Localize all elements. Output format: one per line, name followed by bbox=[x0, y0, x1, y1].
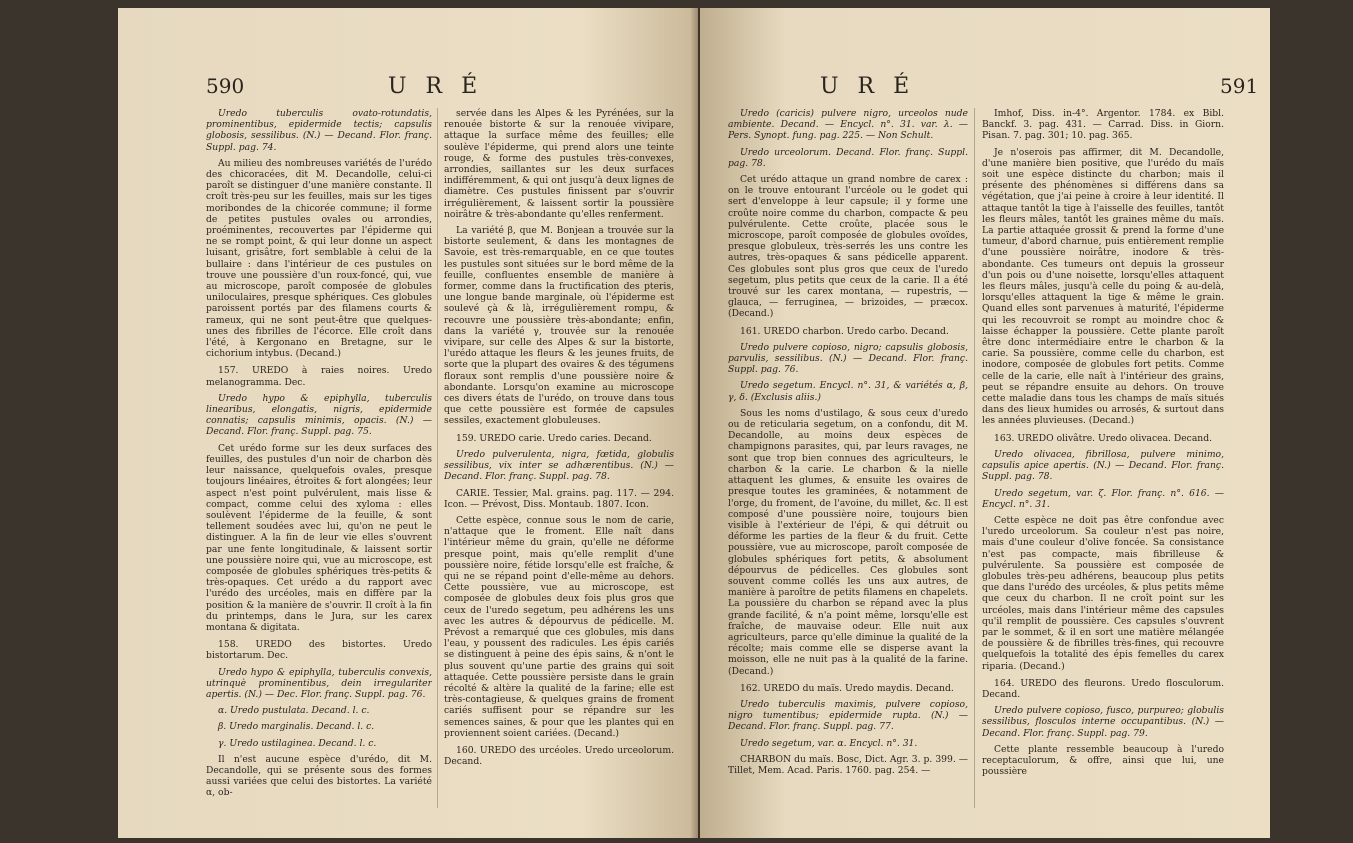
right-column-2 bbox=[982, 108, 1224, 818]
page-number-right: 591 bbox=[1220, 74, 1259, 98]
paragraph: α. Uredo pustulata. Decand. l. c. bbox=[218, 705, 370, 717]
column-rule-right bbox=[974, 108, 975, 808]
paragraph: Uredo olivacea, fibrillosa, pulvere minimo, capsulis apice apertis. (N.) — Decand. Flor. franç. Suppl. pag. 78. bbox=[982, 448, 1224, 483]
paragraph: Uredo pulvere copioso, nigro; capsulis globosis, parvulis, sessilibus. (N.) — Decand. Flor. franç. Suppl. pag. 76. bbox=[728, 341, 968, 376]
paragraph: Uredo tuberculis maximis, pulvere copioso, nigro tumentibus; epidermide rupta. (N.) — Decand. Flor. franç. Suppl. pag. 77. bbox=[728, 698, 968, 733]
paragraph: Imhof, Diss. in-4°. Argentor. 1784. ex Bibl. Banckf. 3. pag. 431. — Carrad. Diss. in Giorn. Pisan. 7. pag. 301; 10. pag. 365. bbox=[982, 108, 1224, 142]
paragraph: Uredo tuberculis ovato-rotundatis, prominentibus, epidermide tectis; capsulis globosis, sessilibus. (N.) — Decand. Flor. franç. Suppl. pag. 74. bbox=[206, 108, 432, 153]
paragraph: Uredo pulverulenta, nigra, fœtida, globulis sessilibus, vix inter se adhærentibus. (N.) — Decand. Flor. franç. Suppl. pag. 78. bbox=[444, 448, 674, 483]
paragraph: Cet urédo attaque un grand nombre de carex : on le trouve entourant l'urcéole ou le godet qui sert d'enveloppe à leur capsule; il y forme une croûte noire comme du charbon, compacte & peu pulvérulente. Cette croûte, placée sous le microscope, paroît composée de globules ovoïdes, presque globuleux, très-serrés les uns contre les autres, très-opaques & sans pédicelle apparent. Ces globules sont plus gros que ceux de l'uredo segetum, plus petits que ceux de la carie. Il a été trouvé sur les carex montana, — rupestris, — glauca, — ferruginea, — brizoides, — præcox. (Decand.) bbox=[728, 174, 968, 320]
paragraph: Uredo urceolorum. Decand. Flor. franç. Suppl. pag. 78. bbox=[728, 146, 968, 169]
paragraph: Uredo hypo & epiphylla, tuberculis linearibus, elongatis, nigris, epidermide connatis; capsulis minimis, opacis. (N.) — Decand. Flor. franç. Suppl. pag. 75. bbox=[206, 392, 432, 438]
page-number-left: 590 bbox=[206, 74, 245, 98]
paragraph: Cette espèce ne doit pas être confondue avec l'uredo urceolorum. Sa couleur n'est pas noire, mais d'une couleur d'olive foncée. Sa consistance n'est pas compacte, mais fibrilleuse & pulvérulente. Sa poussière est composée de globules très-peu adhérens, beaucoup plus petits que dans l'urédo des urcéoles, & plus petits même que ceux du charbon. Il ne croît point sur les urcéoles, mais dans l'intérieur même des capsules qu'il remplit de poussière. Ces capsules s'ouvrent par le sommet, & il en sort une matière mélangée de poussière & de fibrilles très-fines, qui recouvre quelquefois la totalité des épis femelles du carex riparia. (Decand.) bbox=[982, 514, 1224, 672]
paragraph: Uredo (caricis) pulvere nigro, urceolos nude ambiente. Decand. — Encycl. n°. 31. var. λ. — Pers. Synopt. fung. pag. 225. — Non Schult. bbox=[728, 108, 968, 142]
paragraph: β. Uredo marginalis. Decand. l. c. bbox=[218, 721, 375, 733]
paragraph: Uredo segetum. Encycl. n°. 31, & variétés α, β, γ, δ. (Exclusis aliis.) bbox=[728, 380, 968, 403]
entry-heading: 163. UREDO olivâtre. Uredo olivacea. Decand. bbox=[994, 432, 1213, 444]
paragraph: Il n'est aucune espèce d'urédo, dit M. Decandolle, qui se présente sous des formes aussi variées que celui des bistortes. La variété α, ob- bbox=[206, 753, 432, 799]
entry-heading: 162. UREDO du maïs. Uredo maydis. Decand. bbox=[740, 682, 954, 694]
left-page bbox=[118, 8, 698, 838]
paragraph: La variété β, que M. Bonjean a trouvée sur la bistorte seulement, & dans les montagnes de Savoie, est très-remarquable, en ce que toutes les pustules sont situées sur le bord même de la feuille, confluentes ensemble de manière à former, comme dans la fructification des pteris, une longue bande marginale, où l'épiderme est soulevé çà & là, irrégulièrement rompu, & recouvre une poussière très-abondante; enfin, dans la variété γ, trouvée sur la renouée vivipare, sur celle des Alpes & sur la bistorte, l'urédo attaque les fleurs & les jeunes fruits, de sorte que la plupart des ovaires & des tégumens floraux sont remplis d'une poussière noire & abondante. Lorsqu'on examine au microscope ces divers états de l'urédo, on trouve dans tous que cette poussière est formée de capsules sessiles, exactement globuleuses. bbox=[444, 225, 674, 427]
entry-heading: 161. UREDO charbon. Uredo carbo. Decand. bbox=[740, 325, 949, 337]
left-column-1 bbox=[206, 108, 432, 818]
right-column-1 bbox=[728, 108, 968, 818]
column-rule-left bbox=[437, 108, 438, 808]
entry-heading: 164. UREDO des fleurons. Uredo flosculorum. Decand. bbox=[982, 677, 1224, 700]
left-column-2 bbox=[444, 108, 674, 818]
paragraph: Au milieu des nombreuses variétés de l'urédo des chicoracées, dit M. Decandolle, celui-ci paroît se distinguer d'une manière constante. Il croît très-peu sur les feuilles, mais sur les tiges moribondes de la chicorée commune; il forme de petites pustules ovales ou arrondies, proéminentes, recouvertes par l'épiderme qui ne se rompt point, & qui leur donne un aspect luisant, grisâtre, fort semblable à celui de la bullaire : dans l'intérieur de ces pustules on trouve une poussière d'un roux-foncé, qui, vue au microscope, paroît composée de globules uniloculaires, presque sphériques. Ces globules paroissent portés par des filamens courts & rameux, qui ne sont peut-être que quelques-unes des fibrilles de l'écorce. Elle croît dans l'été, à Kergonano en Bretagne, sur le cichorium intybus. (Decand.) bbox=[206, 157, 432, 360]
paragraph: Uredo hypo & epiphylla, tuberculis convexis, utrinquè prominentibus, dein irregulariter apertis. (N.) — Dec. Flor. franç. Suppl. pag. 76. bbox=[206, 666, 432, 700]
paragraph: Cette espèce, connue sous le nom de carie, n'attaque que le froment. Elle naît dans l'intérieur même du grain, qu'elle ne déforme presque point, mais qu'elle remplit d'une poussière noire, fétide lorsqu'elle est fraîche, & qui ne se répand point d'elle-même au dehors. Cette poussière, vue au microscope, est composée de globules deux fois plus gros que ceux de l'uredo segetum, peu adhérens les uns avec les autres & dépourvus de pédicelle. M. Prévost a remarqué que ces globules, mis dans l'eau, y poussent des radicules. Les épis cariés se distinguent à peine des épis sains, & n'ont le plus souvent qu'une partie des grains qui soit attaquée. Cette poussière persiste dans le grain récolté & altère la qualité de la farine; elle est très-contagieuse, & quelques grains de froment cariés suffisent pour se répandre sur les semences saines, & pour que les plantes qui en proviennent soient cariées. (Decand.) bbox=[444, 514, 674, 739]
paragraph: Uredo pulvere copioso, fusco, purpureo; globulis sessilibus, flosculos interne occupantibus. (N.) — Decand. Flor. franç. Suppl. pag. 79. bbox=[982, 705, 1224, 739]
running-head-right: U R É bbox=[820, 74, 916, 99]
paragraph: servée dans les Alpes & les Pyrénées, sur la renouée bistorte & sur la renouée vivipare, attaque la surface même des feuilles; elle soulève l'épiderme, qui prend alors une teinte rouge, & forme des pustules très-convexes, arrondies, saillantes sur les deux surfaces indifféremment, & qui ont jusqu'à deux lignes de diamètre. Ces pustules finissent par s'ouvrir irrégulièrement, & laissent sortir la poussière noirâtre & très-abondante qu'elles renferment. bbox=[444, 108, 674, 220]
paragraph: CARIE. Tessier, Mal. grains. pag. 117. — 294. Icon. — Prévost, Diss. Montaub. 1807. Icon. bbox=[444, 487, 674, 510]
paragraph: Uredo segetum, var. ζ. Flor. franç. n°. 616. — Encycl. n°. 31. bbox=[982, 487, 1224, 510]
right-page bbox=[700, 8, 1270, 838]
paragraph: Je n'oserois pas affirmer, dit M. Decandolle, d'une manière bien positive, que l'urédo du maïs soit une espèce distincte du charbon; mais il présente des phénomènes si différens dans sa végétation, que j'ai peine à croire à leur identité. Il attaque tantôt la tige à l'aisselle des feuilles, tantôt les fleurs mâles, tantôt les graines même du maïs. La partie attaquée grossit & prend la forme d'une tumeur, d'abord charnue, puis entièrement remplie d'une poussière noirâtre, inodore & très-abondante. Ces tumeurs ont depuis la grosseur d'un pois ou d'une noisette, lorsqu'elles attaquent les fleurs mâles, jusqu'à celle du poing & au-delà, lorsqu'elles attaquent la tige & même le grain. Quand elles sont parvenues à maturité, l'épiderme qui les recouvroit se rompt au moindre choc & laisse échapper la poussière. Cette plante paroît être donc intermédiaire entre le charbon & la carie. Sa poussière, comme celle du charbon, est inodore, composée de globules fort petits. Comme celle de la carie, elle naît à l'intérieur des grains, peut se répandre ensuite au dehors. On trouve cette maladie dans tous les champs de maïs situés dans des lieux humides ou arrosés, & surtout dans les années pluvieuses. (Decand.) bbox=[982, 146, 1224, 427]
entry-heading: 158. UREDO des bistortes. Uredo bistortarum. Dec. bbox=[206, 639, 432, 662]
running-head-left: U R É bbox=[388, 74, 484, 99]
paragraph: Uredo segetum, var. α. Encycl. n°. 31. bbox=[740, 737, 918, 749]
paragraph: CHARBON du maïs. Bosc, Dict. Agr. 3. p. 399. — Tillet, Mem. Acad. Paris. 1760. pag. 254. — bbox=[728, 753, 968, 776]
paragraph: Sous les noms d'ustilago, & sous ceux d'uredo ou de reticularia segetum, on a confondu, dit M. Decandolle, au moins deux espèces de champignons parasites, qui, par leurs ravages, ne sont que trop bien connues des agriculteurs, le charbon & la carie. Le charbon & la nielle attaquent les glumes, & ensuite les ovaires de presque toutes les graminées, & notamment de l'orge, du froment, de l'avoine, du millet, &c. Il est composé d'une poussière noire, toujours bien visible à l'extérieur de l'épi, & qui détruit ou déforme les parties de la fleur & du fruit. Cette poussière, vue au microscope, paroît composée de globules sphériques fort petits, & absolument dépourvus de pédicelles. Ces globules sont souvent comme collés les uns aux autres, de manière à paroître de petits filamens en chapelets. La poussière du charbon se répand avec la plus grande facilité, & n'a point même, lorsqu'elle est fraîche, de mauvaise odeur. Elle nuit aux agriculteurs, parce qu'elle diminue la qualité de la récolte; mais comme elle se disperse avant la moisson, elle ne nuit pas à la qualité de la farine. (Decand.) bbox=[728, 407, 968, 677]
paragraph: Cet urédo forme sur les deux surfaces des feuilles, des pustules d'un noir de charbon dès leur naissance, quelquefois ovales, presque toujours linéaires, étroites & fort alongées; leur aspect n'est point pulvérulent, mais lisse & compact, comme celui des xyloma : elles soulèvent l'épiderme de la feuille, & sont tellement soudées avec lui, qu'on ne peut le distinguer. A la fin de leur vie elles s'ouvrent par une fente longitudinale, & laissent sortir une poussière noire qui, vue au microscope, est composée de globules sphériques très-petits & très-opaques. Cet urédo a du rapport avec l'urédo des urcéoles, mais en diffère par la position & la manière de s'ouvrir. Il croît à la fin du printemps, dans le Jura, sur les carex montana & digitata. bbox=[206, 442, 432, 633]
paragraph: γ. Uredo ustilaginea. Decand. l. c. bbox=[218, 737, 377, 749]
entry-heading: 157. UREDO à raies noires. Uredo melanogramma. Dec. bbox=[206, 365, 432, 388]
paragraph: Cette plante ressemble beaucoup à l'uredo receptaculorum, & offre, ainsi que lui, une poussière bbox=[982, 743, 1224, 778]
entry-heading: 160. UREDO des urcéoles. Uredo urceolorum. Decand. bbox=[444, 744, 674, 768]
entry-heading: 159. UREDO carie. Uredo caries. Decand. bbox=[456, 432, 652, 444]
